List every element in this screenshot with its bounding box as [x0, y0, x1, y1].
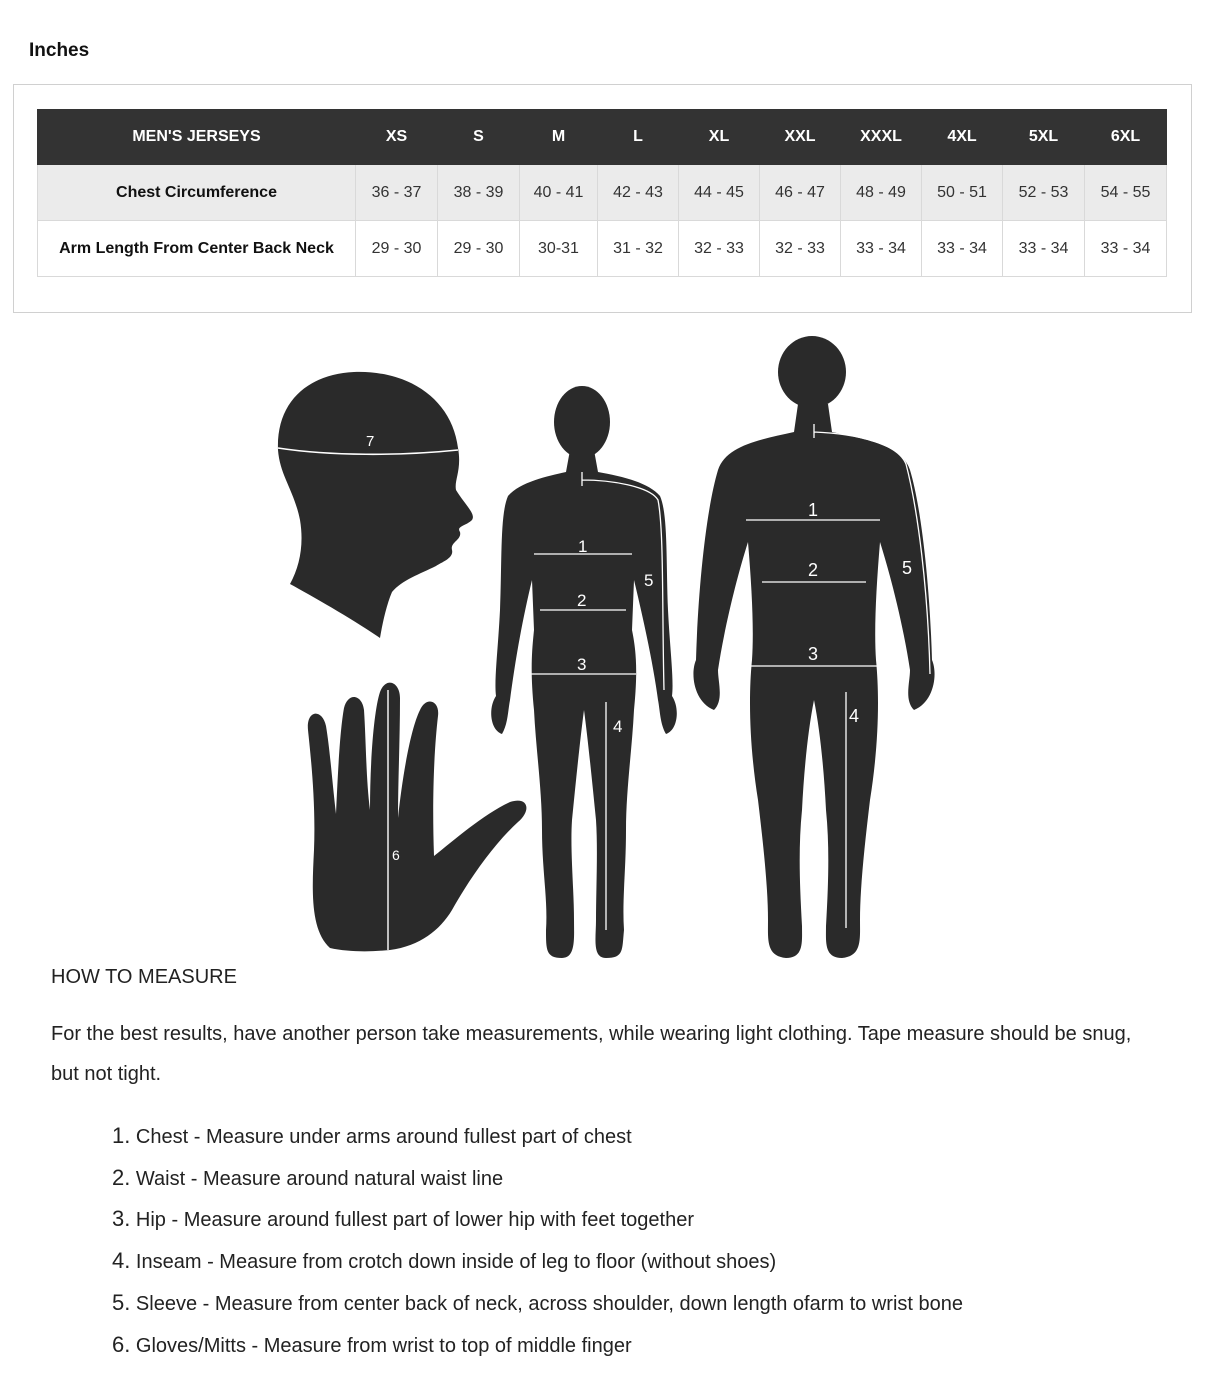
table-cell: 44 - 45 — [679, 165, 760, 221]
marker-label: 2 — [808, 560, 819, 580]
table-cell: 46 - 47 — [760, 165, 841, 221]
size-header: 4XL — [922, 110, 1003, 165]
step-text: Chest - Measure under arms around fullest part of chest — [135, 1126, 632, 1148]
list-item — [112, 1199, 963, 1241]
list-item — [112, 1116, 963, 1158]
table-header-row — [38, 110, 1167, 165]
list-item — [112, 1158, 963, 1200]
table-cell: 30-31 — [520, 221, 598, 277]
list-item — [112, 1325, 963, 1367]
marker-label: 3 — [577, 655, 587, 674]
female-silhouette — [491, 386, 677, 958]
marker-label: 6 — [392, 847, 400, 863]
size-header: XXXL — [841, 110, 922, 165]
step-number: 5. — [112, 1289, 131, 1315]
size-header: 6XL — [1085, 110, 1167, 165]
marker-label: 1 — [808, 500, 819, 520]
table-row — [38, 165, 1167, 221]
list-item — [112, 1241, 963, 1283]
table-cell: 36 - 37 — [356, 165, 438, 221]
step-text: Waist - Measure around natural waist line — [135, 1167, 504, 1190]
size-header: 5XL — [1003, 110, 1085, 165]
table-cell: 29 - 30 — [356, 221, 438, 277]
table-cell: 54 - 55 — [1085, 165, 1167, 221]
size-header: XS — [356, 110, 438, 165]
table-cell: 40 - 41 — [520, 165, 598, 221]
table-cell: 31 - 32 — [598, 221, 679, 277]
table-cell: 33 - 34 — [922, 221, 1003, 277]
marker-label: 1 — [578, 537, 588, 556]
table-cell: 42 - 43 — [598, 165, 679, 221]
table-cell: 32 - 33 — [679, 221, 760, 277]
step-text: Inseam - Measure from crotch down inside of leg to floor (without shoes) — [135, 1251, 777, 1274]
table-cell: 38 - 39 — [438, 165, 520, 221]
size-chart-table — [37, 109, 1167, 277]
table-cell: 33 - 34 — [841, 221, 922, 277]
size-header: XL — [679, 110, 760, 165]
table-cell: 33 - 34 — [1003, 221, 1085, 277]
size-header: S — [438, 110, 520, 165]
table-cell: 50 - 51 — [922, 165, 1003, 221]
step-text: Hip - Measure around fullest part of lower hip with feet together — [135, 1209, 694, 1232]
marker-label: 4 — [613, 717, 623, 736]
step-number: 2. — [112, 1164, 131, 1190]
size-header: XXL — [760, 110, 841, 165]
step-number: 4. — [112, 1248, 131, 1274]
table-cell: 33 - 34 — [1085, 221, 1167, 277]
table-cell: 32 - 33 — [760, 221, 841, 277]
marker-label: 7 — [366, 433, 375, 450]
marker-label: 5 — [902, 558, 913, 578]
row-label: Arm Length From Center Back Neck — [38, 221, 356, 277]
size-table-frame — [13, 84, 1192, 313]
marker-label: 5 — [644, 571, 654, 590]
how-to-measure-intro: For the best results, have another person take measurements, while wearing light clothing. Tape measure should be snug, but not tight. — [51, 1023, 1132, 1085]
table-row — [38, 221, 1167, 277]
list-item — [112, 1283, 963, 1325]
how-to-measure-title: HOW TO MEASURE — [51, 966, 237, 988]
head-silhouette — [278, 372, 473, 638]
size-header: L — [598, 110, 679, 165]
header-label: MEN'S JERSEYS — [38, 110, 356, 165]
marker-label: 4 — [849, 706, 860, 726]
table-cell: 29 - 30 — [438, 221, 520, 277]
table-cell: 52 - 53 — [1003, 165, 1085, 221]
male-silhouette — [693, 336, 934, 958]
unit-heading: Inches — [29, 40, 90, 61]
row-label: Chest Circumference — [38, 165, 356, 221]
marker-label: 3 — [808, 644, 819, 664]
step-number: 6. — [112, 1331, 131, 1357]
step-text: Sleeve - Measure from center back of neck, across shoulder, down length ofarm to wrist bone — [135, 1292, 963, 1315]
measurement-steps — [112, 1116, 963, 1366]
measurement-diagram — [270, 330, 950, 960]
table-cell: 48 - 49 — [841, 165, 922, 221]
step-number: 3. — [112, 1206, 131, 1232]
step-number: 1. — [112, 1123, 131, 1148]
marker-label: 2 — [577, 591, 587, 610]
step-text: Gloves/Mitts - Measure from wrist to top of middle finger — [135, 1334, 632, 1357]
size-header: M — [520, 110, 598, 165]
